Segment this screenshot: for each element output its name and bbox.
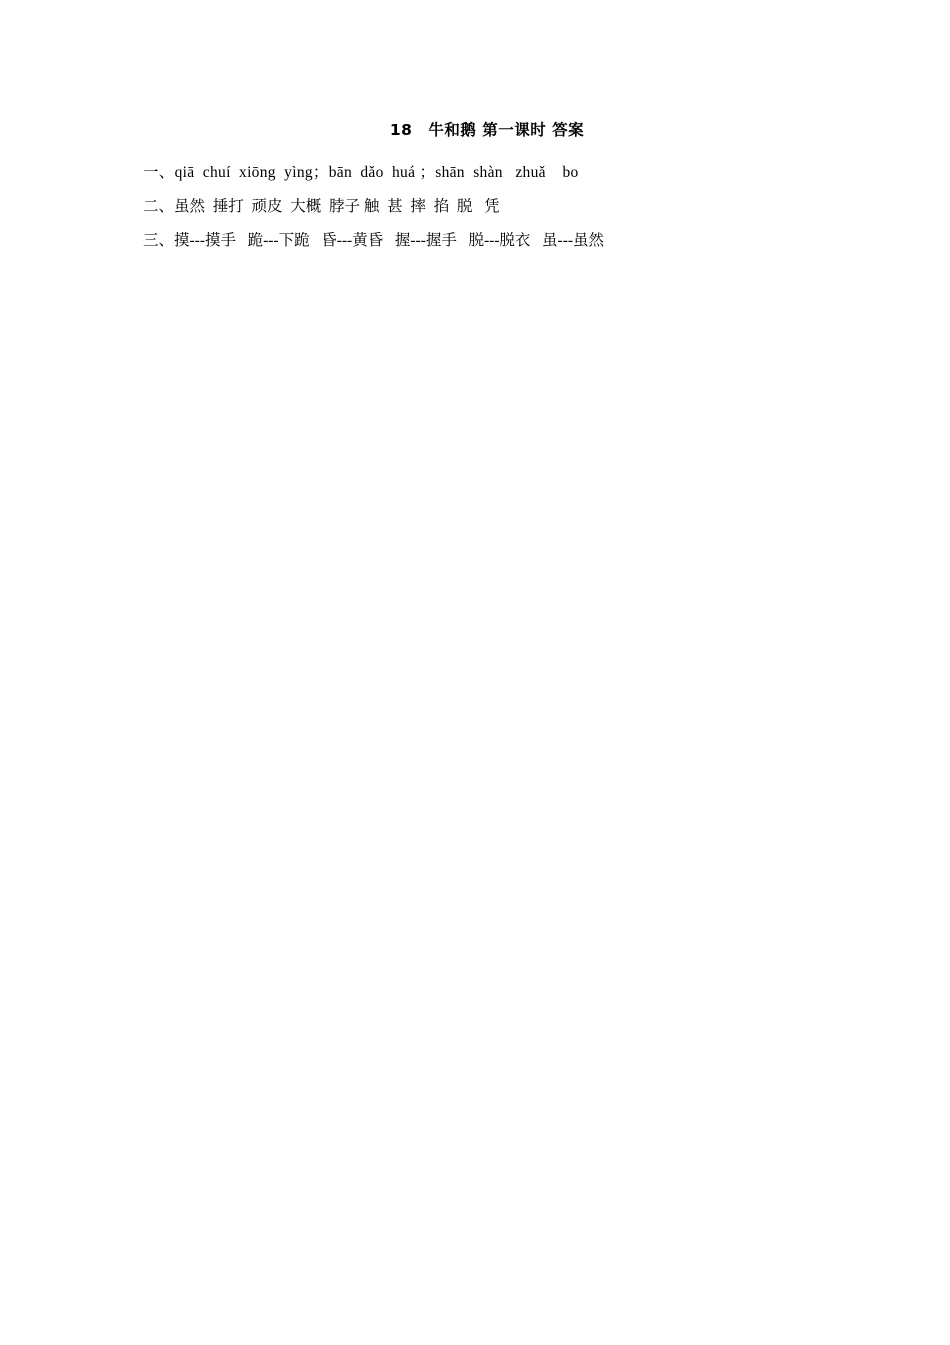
page-title: 18 牛和鹅 第一课时 答案	[389, 121, 585, 139]
document-body	[143, 118, 813, 258]
answer-line-2: 二、虽然 捶打 顽皮 大概 脖子 触 甚 摔 掐 脱 凭	[143, 198, 500, 215]
answer-line-3: 三、摸---摸手 跪---下跪 昏---黄昏 握---握手 脱---脱衣 虽---虽然	[143, 232, 605, 249]
answer-line-1: 一、qiā chuí xiōng yìng；bān dǎo huá ；shān shàn zhuǎ bo	[143, 164, 579, 181]
